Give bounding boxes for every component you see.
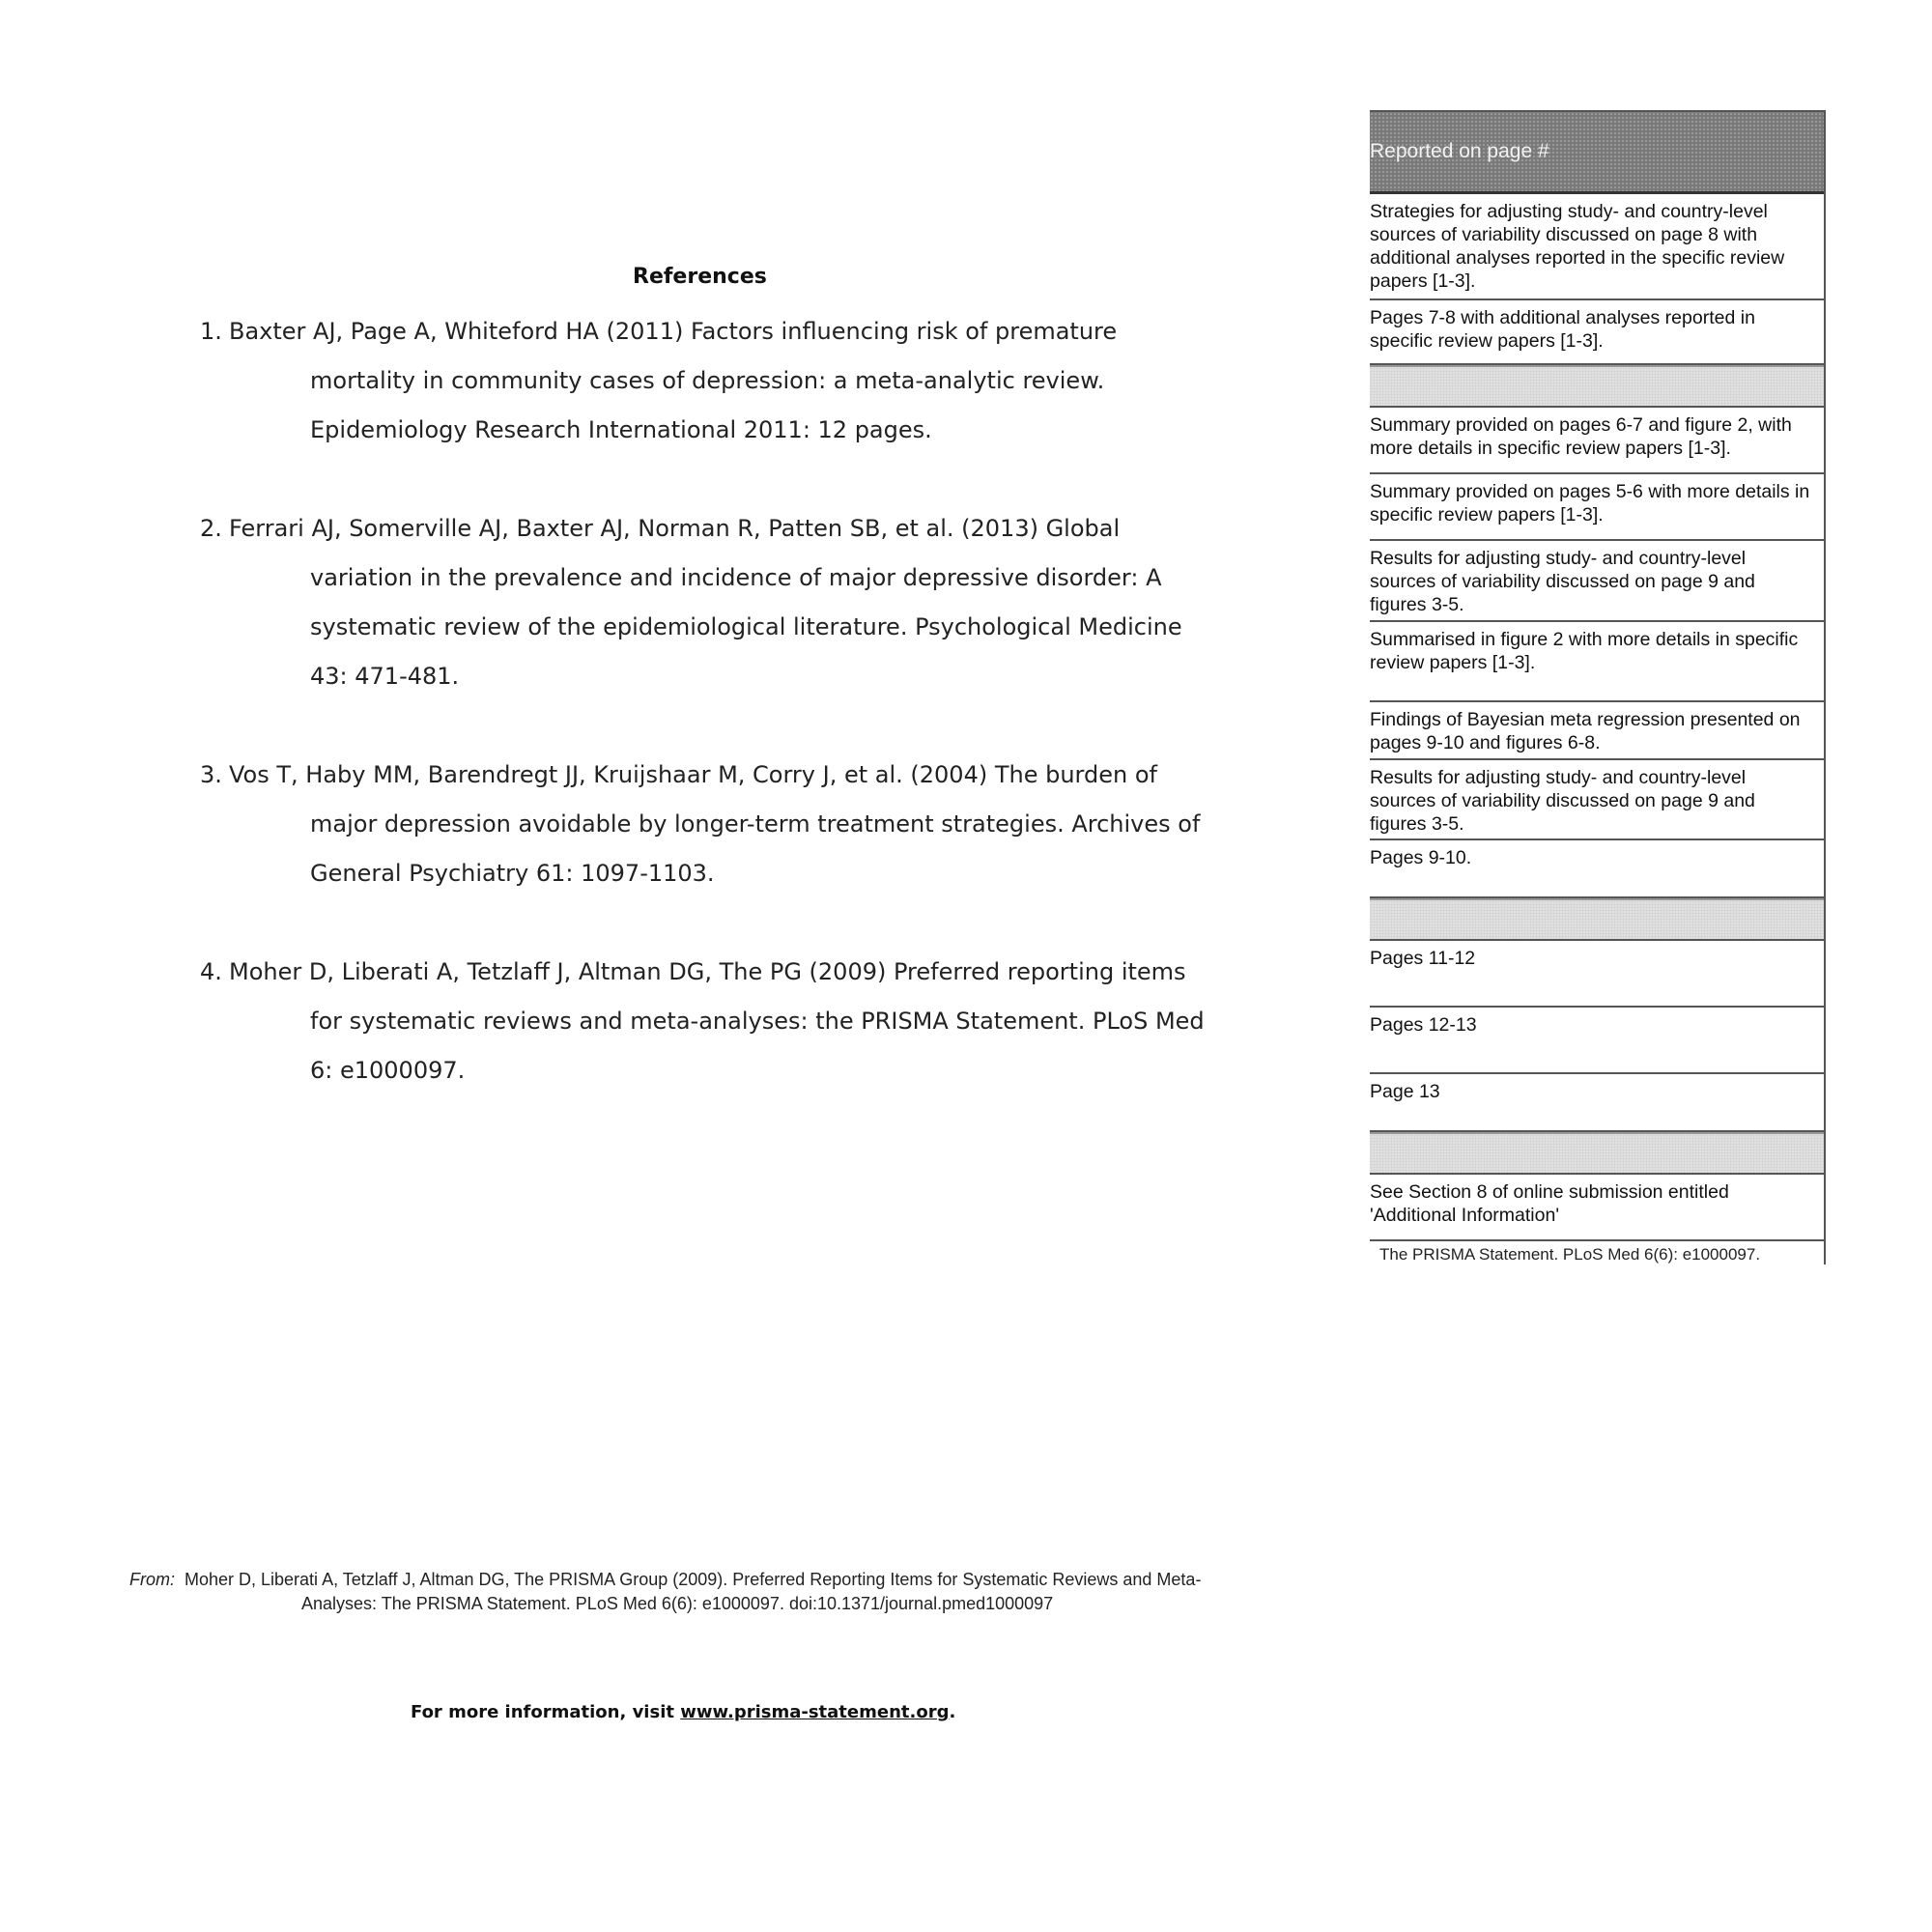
table-row: See Section 8 of online submission entitled 'Additional Information' (1370, 1175, 1824, 1241)
references-heading: References (633, 265, 767, 289)
reference-item-2 (200, 504, 1214, 701)
table-row: Pages 11-12 (1370, 941, 1824, 1008)
source-citation (129, 1568, 1269, 1616)
citation-line-1: Moher D, Liberati A, Tetzlaff J, Altman DG, The PRISMA Group (2009). Preferred Reporting Items for Systematic Reviews and Meta- (185, 1570, 1202, 1589)
reference-text: Vos T, Haby MM, Barendregt JJ, Kruijshaar M, Corry J, et al. (2004) The burden of major depression avoidable by longer-term treatment strategies. Archives of General Psychiatry 61: 1097-1103. (229, 761, 1201, 887)
reference-number: 3. (200, 761, 222, 788)
table-section-divider (1370, 898, 1824, 941)
reference-item-3 (200, 751, 1214, 898)
table-row: Results for adjusting study- and country-level sources of variability discussed on page 9 and figures 3-5. (1370, 541, 1824, 622)
table-row: Results for adjusting study- and country-level sources of variability discussed on page 9 and figures 3-5. (1370, 760, 1824, 840)
more-info-period: . (949, 1702, 956, 1722)
table-row: Findings of Bayesian meta regression presented on pages 9-10 and figures 6-8. (1370, 702, 1824, 760)
table-section-divider (1370, 1132, 1824, 1175)
more-info-line (411, 1702, 955, 1722)
table-row: Pages 7-8 with additional analyses reported in specific review papers [1-3]. (1370, 300, 1824, 365)
reference-item-4 (200, 948, 1214, 1095)
table-row: Strategies for adjusting study- and country-level sources of variability discussed on page 8 with additional analyses reported in the specific review papers [1-3]. (1370, 194, 1824, 300)
reference-list (200, 307, 1214, 1145)
table-section-divider (1370, 365, 1824, 408)
prisma-website-link[interactable]: www.prisma-statement.org (680, 1702, 950, 1722)
table-caption: The PRISMA Statement. PLoS Med 6(6): e1000097. (1379, 1245, 1761, 1264)
from-label: From: (129, 1570, 175, 1589)
more-info-text: For more information, visit (411, 1702, 674, 1722)
reference-text: Moher D, Liberati A, Tetzlaff J, Altman DG, The PG (2009) Preferred reporting items for systematic reviews and meta-analyses: the PRISMA Statement. PLoS Med 6: e1000097. (229, 958, 1205, 1084)
reference-number: 4. (200, 958, 222, 985)
reference-text: Ferrari AJ, Somerville AJ, Baxter AJ, Norman R, Patten SB, et al. (2013) Global variation in the prevalence and incidence of major depressive disorder: A systematic review of the epidemiological literature. Psychological Medicine 43: 471-481. (229, 515, 1182, 690)
reference-number: 2. (200, 515, 222, 542)
table-row: Pages 9-10. (1370, 840, 1824, 898)
table-row: Summary provided on pages 5-6 with more details in specific review papers [1-3]. (1370, 474, 1824, 541)
table-row: Pages 12-13 (1370, 1008, 1824, 1074)
table-row: Page 13 (1370, 1074, 1824, 1132)
table-header-reported-on-page: Reported on page # (1370, 112, 1824, 194)
checklist-table-fragment (1370, 110, 1826, 1264)
table-row: Summarised in figure 2 with more details in specific review papers [1-3]. (1370, 622, 1824, 702)
citation-line-2: Analyses: The PRISMA Statement. PLoS Med 6(6): e1000097. doi:10.1371/journal.pmed1000097 (301, 1594, 1054, 1613)
reference-item-1 (200, 307, 1214, 455)
reference-number: 1. (200, 318, 222, 345)
reference-text: Baxter AJ, Page A, Whiteford HA (2011) Factors influencing risk of premature mortality in community cases of depression: a meta-analytic review. Epidemiology Research International 2011: 12 pages. (229, 318, 1118, 443)
table-row: Summary provided on pages 6-7 and figure 2, with more details in specific review papers [1-3]. (1370, 408, 1824, 474)
